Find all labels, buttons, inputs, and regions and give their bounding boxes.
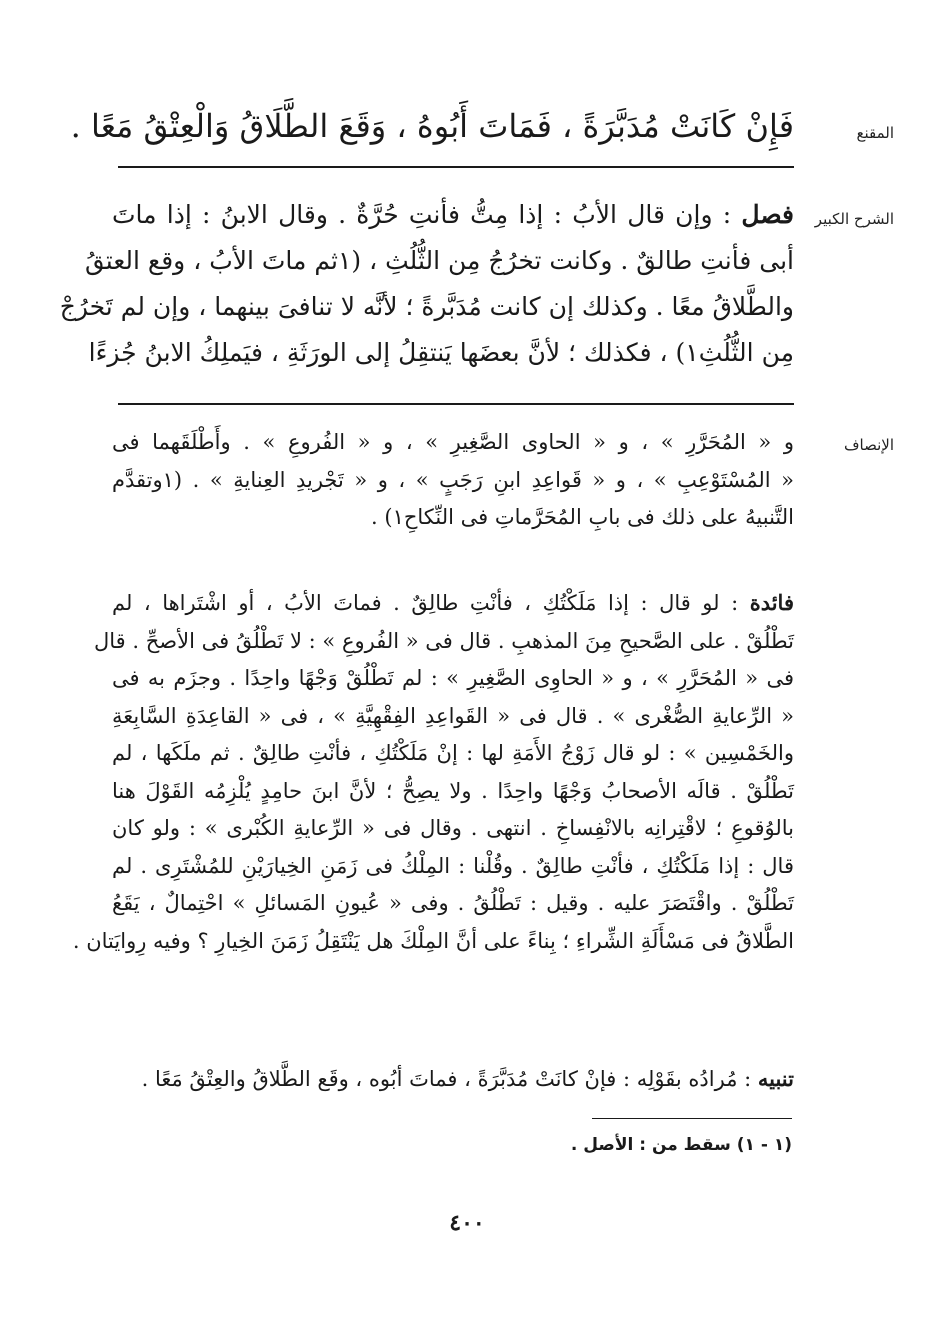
sharh-margin-label: الشرح الكبير — [814, 210, 894, 228]
footnote-divider — [592, 1118, 792, 1119]
tanbih-line: تنبيه : مُرادُه بقَوْلِه : فإنْ كانَتْ مُدَبَّرَةً ، فماتَ أبُوه ، وقَع الطَّلاقُ والعِتْقُ مَعًا . — [141, 1066, 794, 1091]
muqni-text: فَإِنْ كَانَتْ مُدَبَّرَةً ، فَمَاتَ أَبُوهُ ، وَقَعَ الطَّلَاقُ وَالْعِتْقُ مَعًا . — [70, 107, 794, 145]
faida-line-5: والخَمْسِين » : لو قال زَوْجُ الأَمَةِ لها : إنْ مَلَكْتُكِ ، فأنْتِ طالِقٌ . ثم ملَكَها ، لم — [112, 741, 794, 765]
faida-line-4: « الرِّعايةِ الصُّغْرى » . قال فى « القَواعِدِ الفِقْهِيَّةِ » ، فى « القاعِدَةِ السَّابِعَةِ — [112, 703, 794, 728]
sharh-line-1: فصل : وإن قال الأبُ : إذا مِتُّ فأنتِ حُرَّةٌ . وقال الابنُ : إذا ماتَ — [112, 200, 794, 229]
insaf-margin-label: الإنصاف — [843, 436, 894, 454]
faida-line-3: فى « المُحَرَّرِ » ، و « الحاوِى الصَّغِيرِ » : لم تَطْلُقْ وَجْهًا واحِدًا . وجزَم به فى — [112, 666, 794, 690]
faida-line-6: تَطْلُقْ . قالَه الأصحابُ وَجْهًا واحِدًا . ولا يصِحُّ ؛ لأنَّ ابنَ حامِدٍ يُلْزِمُه القَوْلَ هنا — [112, 778, 794, 803]
faida-line-10: الطَّلاقُ فى مَسْأَلَةِ الشِّراءِ ؛ بِناءً على أنَّ المِلْكَ هل يَنْتَقِلُ زَمَنَ الخِيارِ ؟ وفيه رِوايَتان . — [72, 928, 794, 953]
sharh-line-3: والطَّلاقُ معًا . وكذلك إن كانت مُدَبَّرةً ؛ لأنَّه لا تنافىَ بينهما ، وإن لم تَخرُجْ — [59, 292, 794, 321]
faida-text-block — [72, 584, 794, 960]
tanbih-lead: تنبيه — [757, 1066, 794, 1091]
muqni-margin-label: المقنع — [856, 124, 894, 142]
insaf-line-3: التَّنبيهُ على ذلك فى بابِ المُحَرَّماتِ فى النِّكاحِ١) . — [371, 505, 794, 529]
faida-line-1: فائدة : لو قال : إذا مَلَكْتُكِ ، فأنْتِ طالِقٌ . فماتَ الأبُ ، أو اشْتَراها ، لم — [112, 590, 794, 615]
tanbih-text-block — [112, 1060, 794, 1098]
sharh-lead: فصل — [741, 200, 794, 229]
sharh-text-block — [59, 192, 794, 376]
faida-line-2: تَطْلُقْ . على الصَّحيحِ مِنَ المذهبِ . قال فى « الفُروعِ » : لا تَطْلُقُ فى الأصحِّ . قال — [94, 628, 794, 653]
page-number: ٤٠٠ — [449, 1210, 485, 1236]
sharh-divider — [118, 403, 794, 405]
sharh-line-2: أبى فأنتِ طالقٌ . وكانت تخرُجُ مِن الثُّلُثِ ، (١ثم ماتَ الأبُ ، وقع العتقُ — [84, 246, 794, 275]
faida-line-8: قال : إذا مَلَكْتُكِ ، فأنْتِ طالِقٌ . وقُلْنا : المِلْكُ فى زَمَنِ الخِيارَيْنِ للمُشْتَرِى . لم — [112, 853, 794, 878]
insaf-line-1: و « المُحَرَّرِ » ، و « الحاوى الصَّغِيرِ » ، و « الفُروعِ » . وأَطْلَقَهما فى — [112, 430, 794, 454]
insaf-text-block — [112, 424, 794, 537]
footnote: (١ - ١) سقط من : الأصل . — [570, 1135, 792, 1155]
faida-line-9: تَطْلُقْ . واقْتَصَرَ عليه . وقيل : تَطْلُقُ . وفى « عُيونِ المَسائلِ » احْتِمالٌ ، يَقَعُ — [112, 891, 794, 915]
muqni-text-block — [70, 104, 794, 148]
muqni-divider — [118, 166, 794, 168]
faida-lead: فائدة — [749, 590, 794, 615]
sharh-line-4: مِن الثُّلُثِ١) ، فكذلك ؛ لأنَّ بعضَها يَنتقِلُ إلى الورَثَةِ ، فيَملِكُ الابنُ جُزءًا — [88, 338, 794, 367]
faida-line-7: بالوُقوعِ ؛ لاقْتِرانِه بالانْفِساخِ . انتهى . وقال فى « الرِّعايةِ الكُبْرى » : ولو كان — [112, 816, 794, 840]
insaf-line-2: « المُسْتَوْعِبِ » ، و « قَواعِدِ ابنِ رَجَبٍ » ، و « تَجْريدِ العِنايةِ » . (١وتقدَّم — [112, 467, 794, 492]
